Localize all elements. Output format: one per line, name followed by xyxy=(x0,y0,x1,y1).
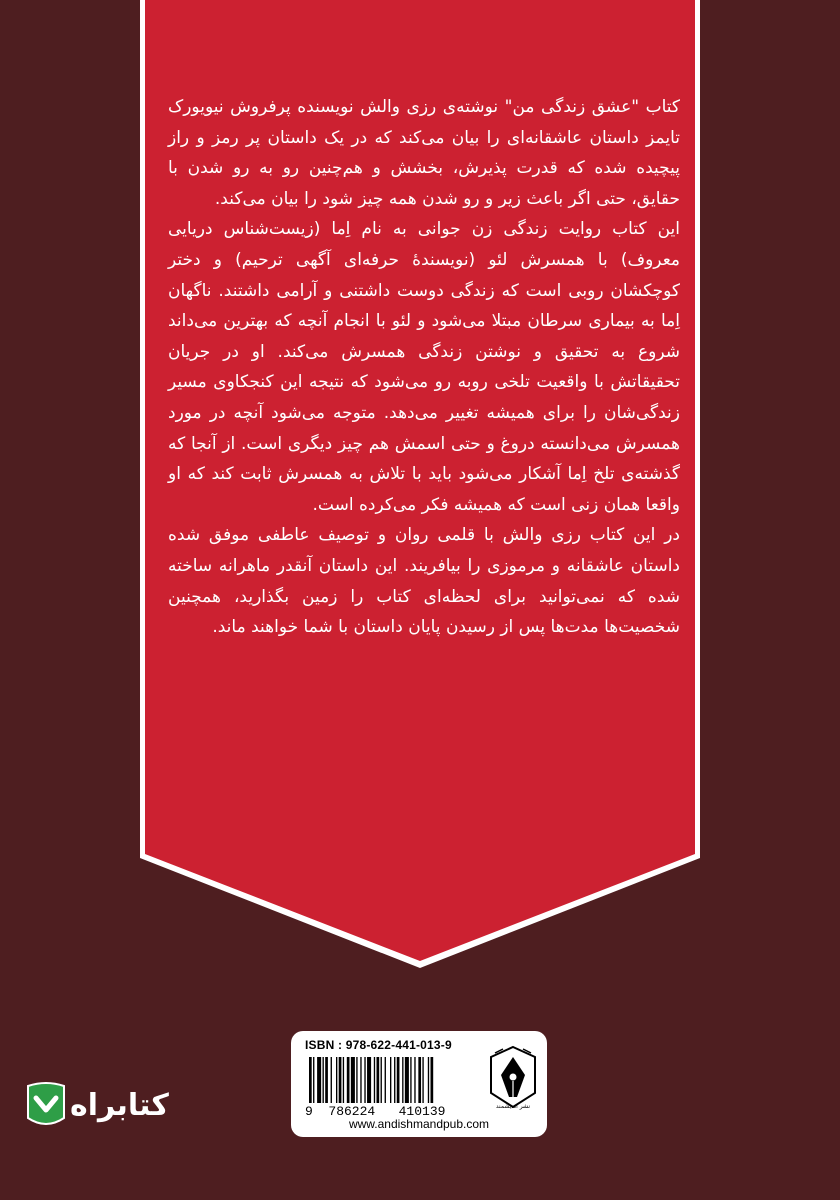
barcode-bar xyxy=(397,1057,400,1103)
barcode-bar xyxy=(428,1057,429,1103)
barcode-bar xyxy=(331,1057,332,1103)
publisher-caption: نشر اندیشمند xyxy=(495,1103,531,1110)
barcode-bar xyxy=(374,1057,375,1103)
barcode-bar xyxy=(343,1057,344,1103)
ketabrah-logo-icon xyxy=(22,1080,70,1130)
barcode-bar xyxy=(317,1057,321,1103)
barcode-bar xyxy=(309,1057,312,1103)
barcode-bar xyxy=(418,1057,421,1103)
ketabrah-text: کتابراه xyxy=(70,1087,169,1123)
barcode-bar xyxy=(351,1057,355,1103)
barcode-bar xyxy=(313,1057,314,1103)
barcode-bar xyxy=(402,1057,403,1103)
description-paragraph: کتاب "عشق زندگی من" نوشته‌ی رزی والش نویسنده پرفروش نیویورک تایمز داستان عاشقانه‌ای را بیان می‌کند که در یک داستان پر رمز و راز پیچیده شده که قدرت پذیرش، بخشش و هم‌چنین رو به رو شدن با حقایق، حتی اگر باعث زیر و رو شدن همه چیز شود را بیان می‌کند. xyxy=(168,97,680,209)
barcode-bar xyxy=(364,1057,365,1103)
barcode-digits: 9 786224 410139 xyxy=(305,1104,446,1119)
barcode-bar xyxy=(325,1057,328,1103)
publisher-website: www.andishmandpub.com xyxy=(348,1117,490,1131)
isbn-barcode-box xyxy=(291,1031,547,1137)
description-paragraph: در این کتاب رزی والش با قلمی روان و توصیف عاطفی موفق شده داستان عاشقانه و مرموزی را بیافریند. این داستان آنقدر ماهرانه ساخته شده که نمی‌توانید برای لحظه‌ای کتاب را زمین بگذارید، همچنین شخصیت‌ها مدت‌ها پس از رسیدن پایان داستان با شما خواهند ماند. xyxy=(168,525,680,638)
barcode xyxy=(309,1057,481,1103)
isbn-label: ISBN : 978-622-441-013-9 xyxy=(305,1038,452,1052)
barcode-bar xyxy=(394,1057,395,1103)
barcode-bar xyxy=(431,1057,434,1103)
barcode-bar xyxy=(336,1057,337,1103)
barcode-bar xyxy=(377,1057,380,1103)
description-paragraph: این کتاب روایت زندگی زن جوانی به نام اِما (زیست‌شناس دریایی معروف) با همسرش لئو (نویسندۀ حرفه‌ای آگهی ترحیم) و دختر کوچکشان روبی است که زندگی دوست داشتنی و آرامی داشتند. ناگهان اِما به بیماری سرطان مبتلا می‌شود و لئو با انجام آنچه که بهترین می‌داند شروع به تحقیق و نوشتن زندگی همسرش می‌کند. او در جریان تحقیقاتش با واقعیت تلخی روبه رو می‌شود که نتیجه این کنجکاوی مسیر زندگی‌شان را برای همیشه تغییر می‌دهد. متوجه می‌شود آنچه در مورد همسرش می‌دانسته دروغ و حتی اسمش هم چیز دیگری است. از آنجا که گذشته‌ی تلخ اِما آشکار می‌شود باید با تلاش به همسرش ثابت کند که او واقعا همان زنی است که همیشه فکر می‌کرده است. xyxy=(168,219,680,515)
barcode-bar xyxy=(339,1057,342,1103)
barcode-bar xyxy=(414,1057,415,1103)
barcode-bar xyxy=(390,1057,391,1103)
barcode-bar xyxy=(410,1057,411,1103)
barcode-bar xyxy=(323,1057,324,1103)
barcode-bar xyxy=(405,1057,409,1103)
barcode-bar xyxy=(360,1057,361,1103)
barcode-bar xyxy=(422,1057,423,1103)
barcode-bar xyxy=(347,1057,350,1103)
barcode-bar xyxy=(367,1057,371,1103)
barcode-bar xyxy=(381,1057,382,1103)
ketabrah-watermark xyxy=(22,1080,175,1130)
barcode-bar xyxy=(356,1057,357,1103)
barcode-bar xyxy=(385,1057,386,1103)
book-description xyxy=(168,92,680,643)
